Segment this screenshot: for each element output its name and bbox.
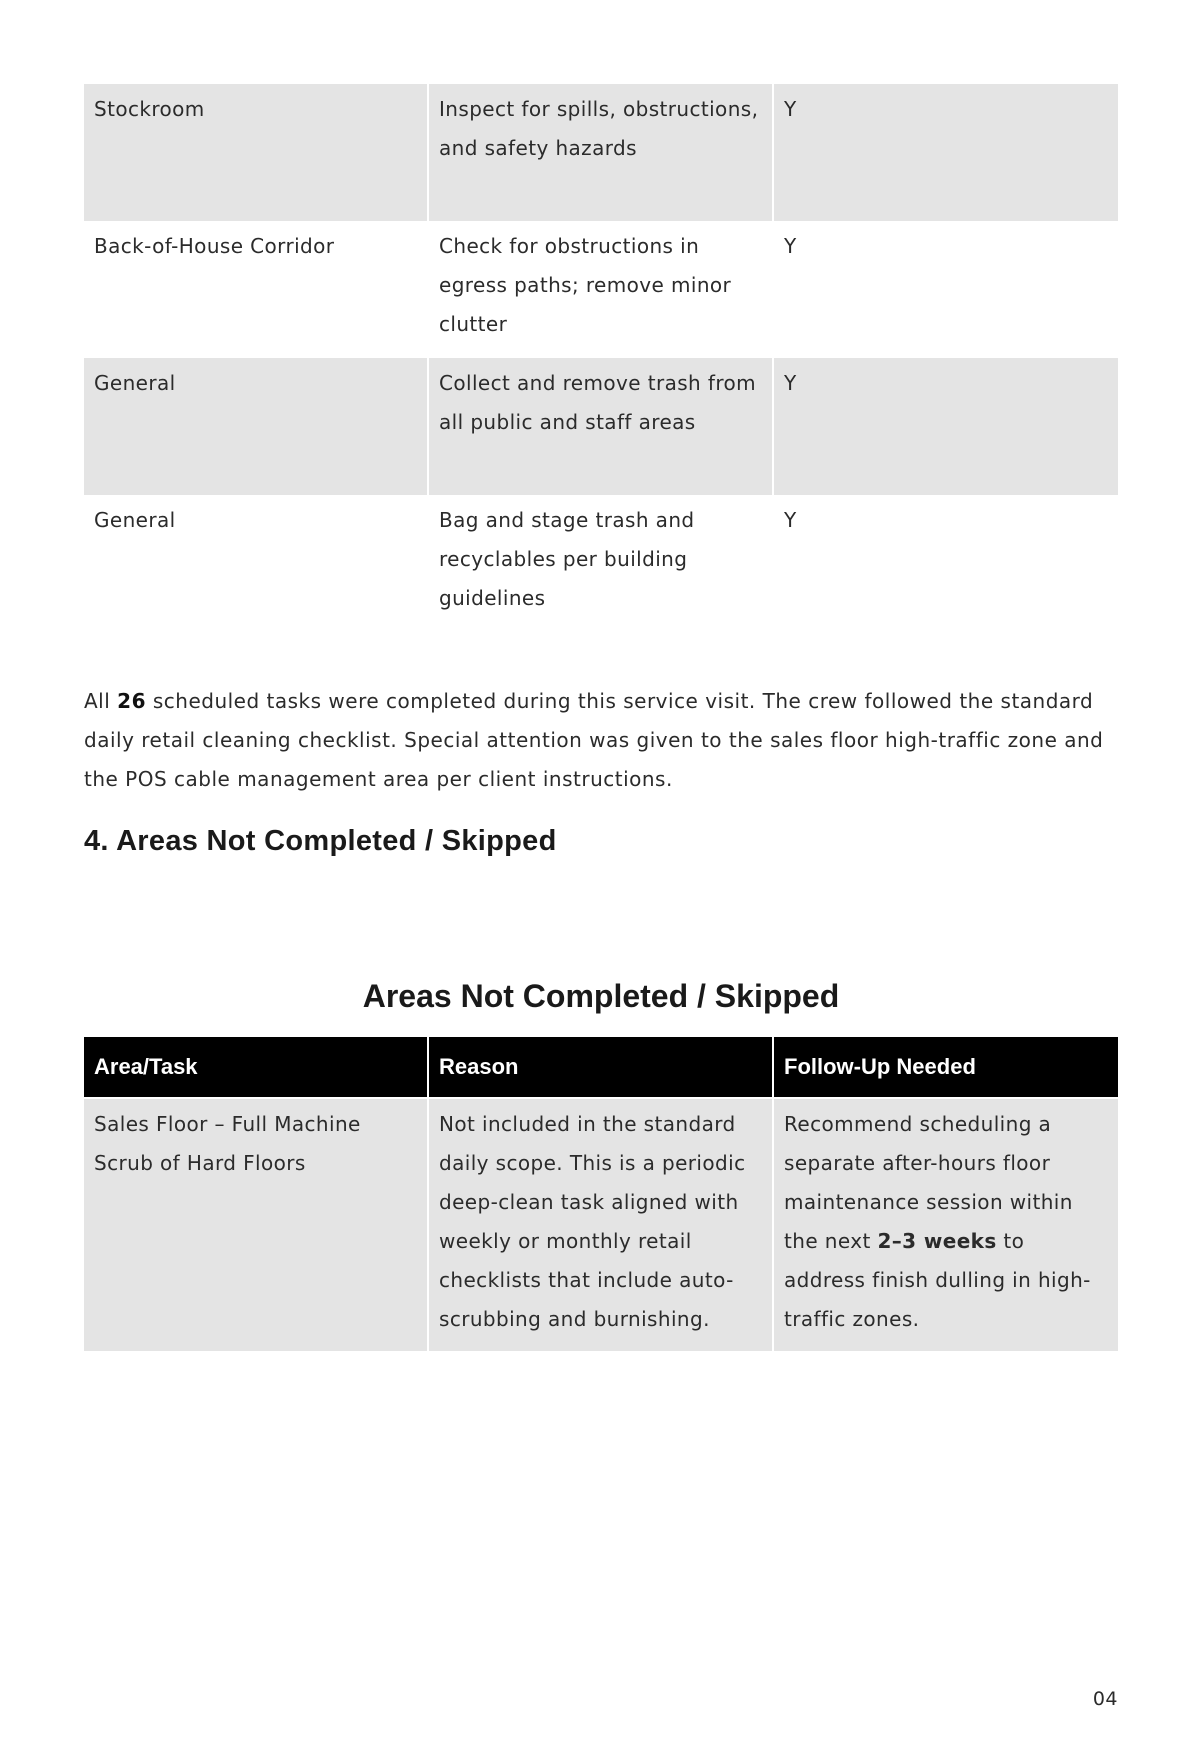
summary-text-start: All <box>84 689 118 713</box>
task-table <box>82 84 1120 632</box>
table-row <box>84 495 1118 632</box>
skipped-table <box>82 1035 1120 1353</box>
task-cell: Collect and remove trash from all public and staff areas <box>429 358 772 495</box>
task-cell: Check for obstructions in egress paths; remove minor clutter <box>429 221 772 358</box>
table-row <box>84 84 1118 221</box>
task-count: 26 <box>117 689 146 713</box>
column-header-area: Area/Task <box>84 1037 427 1097</box>
area-cell: General <box>84 358 427 495</box>
section-heading: 4. Areas Not Completed / Skipped <box>84 825 557 857</box>
completed-cell: Y <box>774 495 1118 632</box>
completed-cell: Y <box>774 358 1118 495</box>
table-row <box>84 358 1118 495</box>
document-page <box>84 84 1118 1353</box>
column-header-reason: Reason <box>429 1037 772 1097</box>
area-cell: Sales Floor – Full Machine Scrub of Hard Floors <box>84 1099 427 1351</box>
followup-cell <box>774 1099 1118 1351</box>
column-header-followup: Follow-Up Needed <box>774 1037 1118 1097</box>
completed-cell: Y <box>774 221 1118 358</box>
area-cell: Back-of-House Corridor <box>84 221 427 358</box>
table-row <box>84 1099 1118 1351</box>
task-cell: Inspect for spills, obstructions, and safety hazards <box>429 84 772 221</box>
table-row <box>84 221 1118 358</box>
summary-paragraph <box>84 682 1118 799</box>
summary-text-rest: scheduled tasks were completed during this service visit. The crew followed the standard daily retail cleaning checklist. Special attention was given to the sales floor high-traffic zone and the POS cable management area per client instructions. <box>84 689 1104 791</box>
followup-text-start: Recommend scheduling a separate after-hours floor maintenance session within the next <box>784 1112 1073 1253</box>
task-cell: Bag and stage trash and recyclables per building guidelines <box>429 495 772 632</box>
area-cell: General <box>84 495 427 632</box>
page-number: 04 <box>1092 1688 1118 1710</box>
followup-timeframe: 2–3 weeks <box>877 1229 997 1253</box>
table-header-row <box>84 1037 1118 1097</box>
table-caption: Areas Not Completed / Skipped <box>362 978 840 1014</box>
reason-cell: Not included in the standard daily scope. This is a periodic deep-clean task aligned with weekly or monthly retail checklists that include auto-scrubbing and burnishing. <box>429 1099 772 1351</box>
followup-text-end: to address finish dulling in high-traffic zones. <box>784 1229 1091 1331</box>
area-cell: Stockroom <box>84 84 427 221</box>
completed-cell: Y <box>774 84 1118 221</box>
